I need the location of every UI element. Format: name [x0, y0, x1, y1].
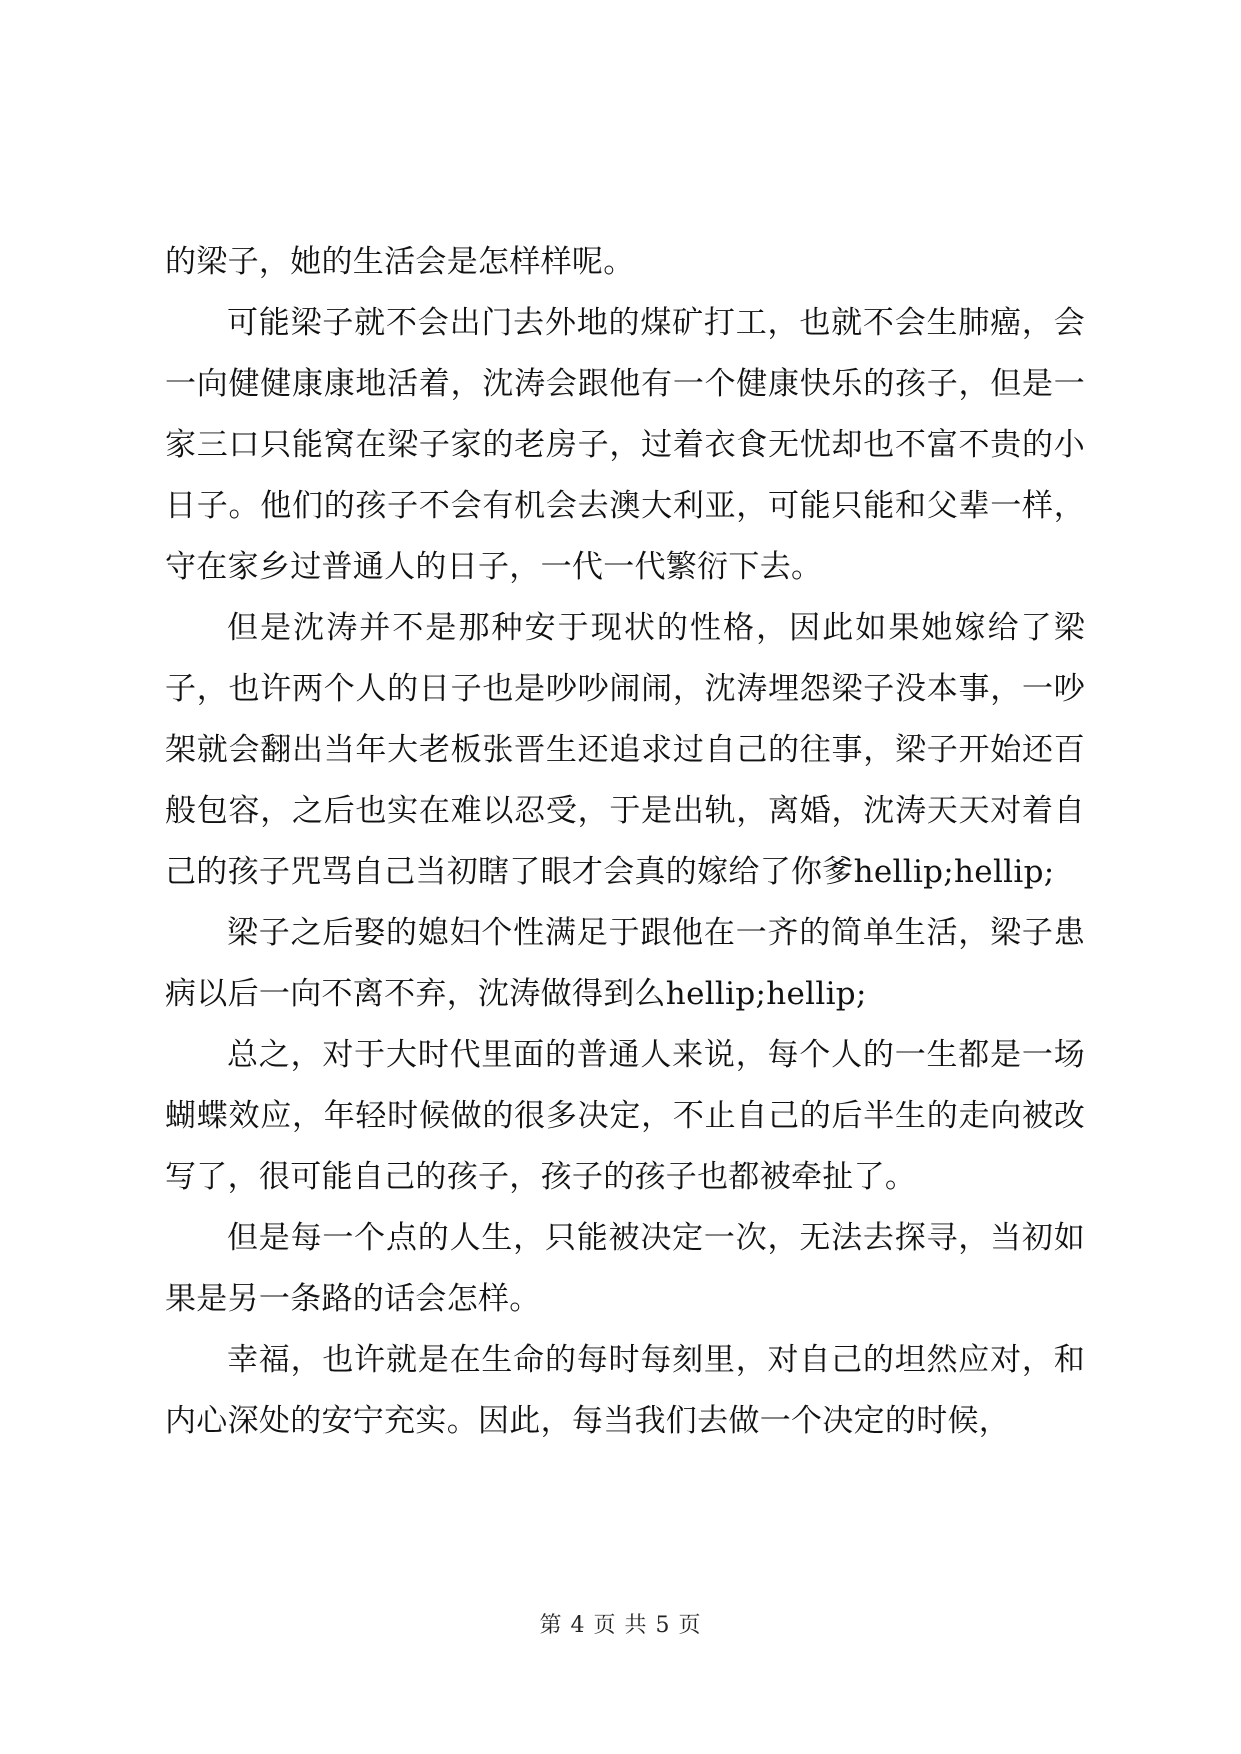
paragraph: 总之，对于大时代里面的普通人来说，每个人的一生都是一场蝴蝶效应，年轻时候做的很多决定，不止自己的后半生的走向被改写了，很可能自己的孩子，孩子的孩子也都被牵扯了。	[165, 1037, 1085, 1195]
paragraph: 梁子之后娶的媳妇个性满足于跟他在一齐的简单生活，梁子患病以后一向不离不弃，沈涛做得到么hellip;hellip;	[165, 915, 1085, 1012]
paragraph: 幸福，也许就是在生命的每时每刻里，对自己的坦然应对，和内心深处的安宁充实。因此，每当我们去做一个决定的时候，	[165, 1342, 1085, 1439]
paragraph: 可能梁子就不会出门去外地的煤矿打工，也就不会生肺癌，会一向健健康康地活着，沈涛会跟他有一个健康快乐的孩子，但是一家三口只能窝在梁子家的老房子，过着衣食无忧却也不富不贵的小日子。他们的孩子不会有机会去澳大利亚，可能只能和父辈一样，守在家乡过普通人的日子，一代一代繁衍下去。	[165, 305, 1085, 585]
paragraph: 但是每一个点的人生，只能被决定一次，无法去探寻，当初如果是另一条路的话会怎样。	[165, 1220, 1085, 1317]
document-body	[165, 232, 1085, 1452]
paragraph: 的梁子，她的生活会是怎样样呢。	[165, 244, 635, 280]
paragraph: 但是沈涛并不是那种安于现状的性格，因此如果她嫁给了梁子，也许两个人的日子也是吵吵闹闹，沈涛埋怨梁子没本事，一吵架就会翻出当年大老板张晋生还追求过自己的往事，梁子开始还百般包容，之后也实在难以忍受，于是出轨，离婚，沈涛天天对着自己的孩子咒骂自己当初瞎了眼才会真的嫁给了你爹hellip;hellip;	[165, 610, 1085, 890]
page-number-footer: 第 4 页 共 5 页	[539, 1613, 702, 1638]
